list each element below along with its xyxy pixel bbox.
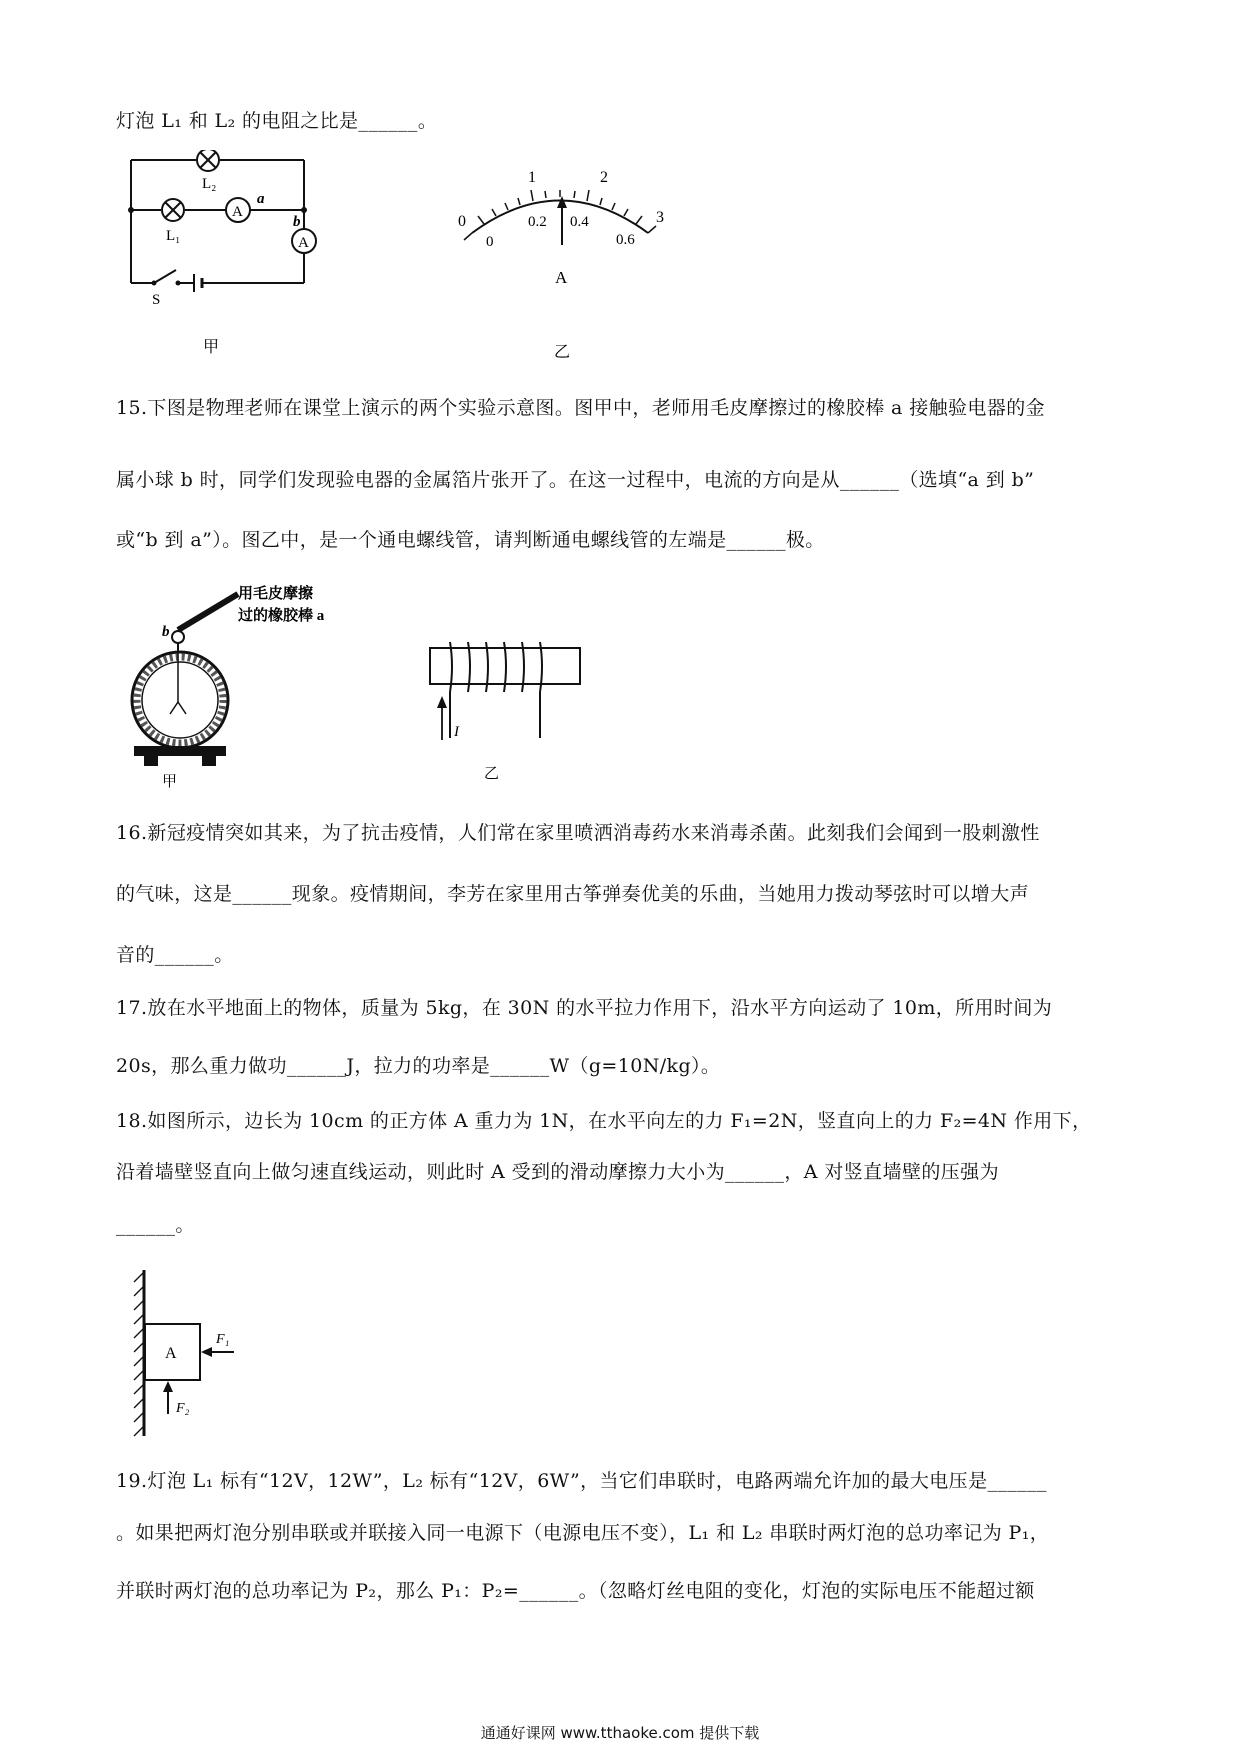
rod-label-line1: 用毛皮摩擦: [238, 586, 314, 602]
caption-yi: 乙: [484, 766, 500, 782]
unit-A: A: [555, 268, 568, 287]
q17-line-1: 17.放在水平地面上的物体，质量为 5kg，在 30N 的水平拉力作用下，沿水平方向运动了 10m，所用时间为: [116, 997, 1053, 1019]
tick-2: 2: [600, 169, 608, 186]
label-S: S: [152, 292, 161, 308]
label-b-ball: b: [162, 624, 170, 640]
q15-line-3: 或“b 到 a”）。图乙中，是一个通电螺线管，请判断通电螺线管的左端是______极。: [116, 529, 825, 551]
q14-ammeter-dial: [430, 160, 690, 370]
label-a: a: [257, 191, 265, 207]
sub-tick-06: 0.6: [616, 232, 635, 248]
label-F1: F₁: [216, 1332, 230, 1347]
q15-line-2: 属小球 b 时，同学们发现验电器的金属箔片张开了。在这一过程中，电流的方向是从______（选填“a 到 b”: [116, 469, 1035, 491]
page-footer: 通通好课网 www.tthaoke.com 提供下载: [480, 1724, 760, 1742]
q16-line-2: 的气味，这是______现象。疫情期间，李芳在家里用古筝弹奏优美的乐曲，当她用力拨动琴弦时可以增大声: [116, 883, 1030, 905]
sub-tick-02: 0.2: [528, 214, 547, 230]
caption-yi: 乙: [554, 344, 571, 361]
ammeter-symbol-right: A: [298, 235, 309, 251]
q19-line-3: 并联时两灯泡的总功率记为 P₂，那么 P₁：P₂=______。（忽略灯丝电阻的变化，灯泡的实际电压不能超过额: [116, 1580, 1035, 1602]
tick-1: 1: [528, 169, 536, 186]
q19-line-1: 19.灯泡 L₁ 标有“12V，12W”，L₂ 标有“12V，6W”，当它们串联时，电路两端允许加的最大电压是______: [116, 1470, 1047, 1492]
q16-line-1: 16.新冠疫情突如其来，为了抗击疫情，人们常在家里喷洒消毒药水来消毒杀菌。此刻我们会闻到一股刺激性: [116, 822, 1040, 844]
q14-circuit-figure: [116, 150, 346, 360]
ammeter-symbol: A: [232, 204, 243, 220]
caption-jia: 甲: [162, 774, 178, 790]
q15-line-1: 15.下图是物理老师在课堂上演示的两个实验示意图。图甲中，老师用毛皮摩擦过的橡胶棒 a 接触验电器的金: [116, 397, 1046, 419]
q15-solenoid-figure: [420, 640, 600, 790]
q14-line: 灯泡 L₁ 和 L₂ 的电阻之比是______。: [116, 110, 438, 132]
q18-line-2: 沿着墙壁竖直向上做匀速直线运动，则此时 A 受到的滑动摩擦力大小为______，A 对竖直墙壁的压强为: [116, 1161, 999, 1183]
q18-block-figure: [130, 1268, 250, 1438]
q17-line-2: 20s，那么重力做功______J，拉力的功率是______W（g=10N/kg）。: [116, 1055, 721, 1077]
label-b: b: [293, 214, 301, 230]
q16-line-3: 音的______。: [116, 944, 234, 966]
label-F2: F₂: [176, 1401, 190, 1416]
label-L1: L₁: [166, 228, 181, 244]
block-A-label: A: [165, 1345, 177, 1362]
q19-line-2: 。如果把两灯泡分别串联或并联接入同一电源下（电源电压不变），L₁ 和 L₂ 串联时两灯泡的总功率记为 P₁，: [116, 1522, 1050, 1544]
tick-0: 0: [458, 213, 466, 230]
q18-line-1: 18.如图所示，边长为 10cm 的正方体 A 重力为 1N，在水平向左的力 F₁=2N，竖直向上的力 F₂=4N 作用下，: [116, 1110, 1092, 1132]
q18-line-3: ______。: [116, 1214, 195, 1236]
sub-tick-04: 0.4: [570, 214, 589, 230]
tick-3: 3: [656, 209, 664, 226]
q15-electroscope-figure: [130, 580, 380, 790]
label-L2: L₂: [202, 176, 217, 192]
sub-tick-0: 0: [486, 234, 494, 250]
caption-jia: 甲: [203, 339, 220, 356]
rod-label-line2: 过的橡胶棒 a: [238, 608, 325, 624]
label-current-I: I: [454, 724, 459, 740]
